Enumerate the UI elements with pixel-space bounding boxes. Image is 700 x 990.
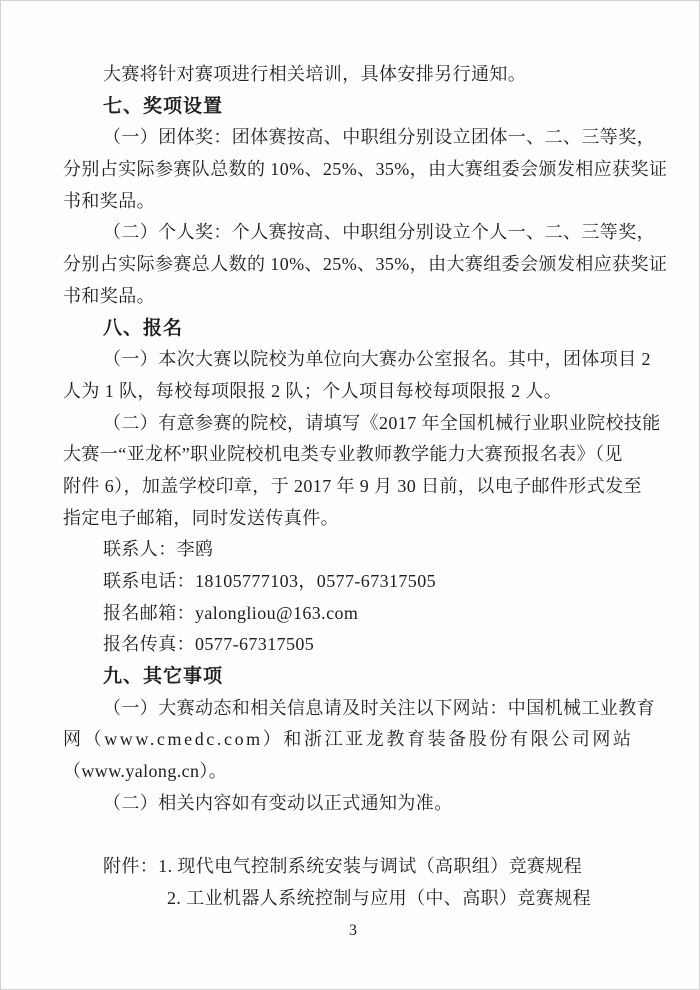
- individual-award-line-2: 分别占实际参赛总人数的 10%、25%、35%，由大赛组委会颁发相应获奖证: [63, 254, 668, 275]
- registration-item2-line-2: 大赛一“亚龙杯”职业院校机电类专业教师教学能力大赛预报名表》（见: [63, 444, 623, 465]
- contact-email-line: 报名邮箱：yalongliou@163.com: [103, 602, 359, 623]
- registration-item2-line-3: 附件 6），加盖学校印章，于 2017 年 9 月 30 日前，以电子邮件形式发至: [63, 475, 642, 496]
- other-item1-line-2: 网（www.cmedc.com）和浙江亚龙教育装备股份有限公司网站: [63, 729, 634, 750]
- other-item1-line-3: （www.yalong.cn）。: [63, 761, 228, 782]
- contact-fax-line: 报名传真：0577-67317505: [103, 634, 315, 655]
- other-item1-line-1: （一）大赛动态和相关信息请及时关注以下网站：中国机械工业教育: [103, 697, 655, 718]
- registration-item1-line-1: （一）本次大赛以院校为单位向大赛办公室报名。其中，团体项目 2: [103, 349, 651, 370]
- para-training-note: 大赛将针对赛项进行相关培训，具体安排另行通知。: [103, 64, 527, 84]
- contact-phone-line: 联系电话：18105777103，0577-67317505: [103, 571, 436, 591]
- registration-item2-line-1: （二）有意参赛的院校，请填写《2017 年全国机械行业职业院校技能: [103, 412, 661, 433]
- spacer: [63, 820, 643, 852]
- individual-award-line-1: （二）个人奖：个人赛按高、中职组分别设立个人一、二、三等奖，: [103, 222, 655, 243]
- individual-award-line-3: 书和奖品。: [63, 285, 155, 306]
- team-award-line-3: 书和奖品。: [63, 190, 155, 211]
- team-award-line-2: 分别占实际参赛队总数的 10%、25%、35%，由大赛组委会颁发相应获奖证: [63, 159, 668, 180]
- page-number: 3: [349, 921, 357, 939]
- attachment-line-2: 2. 工业机器人系统控制与应用（中、高职）竞赛规程: [167, 887, 591, 908]
- other-item2-line: （二）相关内容如有变动以正式通知为准。: [103, 792, 453, 813]
- attachment-line-1: 附件：1. 现代电气控制系统安装与调试（高职组）竞赛规程: [103, 856, 583, 877]
- registration-item2-line-4: 指定电子邮箱，同时发送传真件。: [63, 507, 339, 528]
- heading-awards: 七、奖项设置: [103, 95, 224, 117]
- team-award-line-1: （一）团体奖：团体赛按高、中职组分别设立团体一、二、三等奖，: [103, 127, 655, 148]
- contact-person-line: 联系人：李鸥: [103, 539, 214, 560]
- heading-registration: 八、报名: [103, 317, 184, 339]
- registration-item1-line-2: 人为 1 队，每校每项限报 2 队；个人项目每校每项限报 2 人。: [63, 380, 563, 401]
- heading-other-matters: 九、其它事项: [103, 666, 224, 688]
